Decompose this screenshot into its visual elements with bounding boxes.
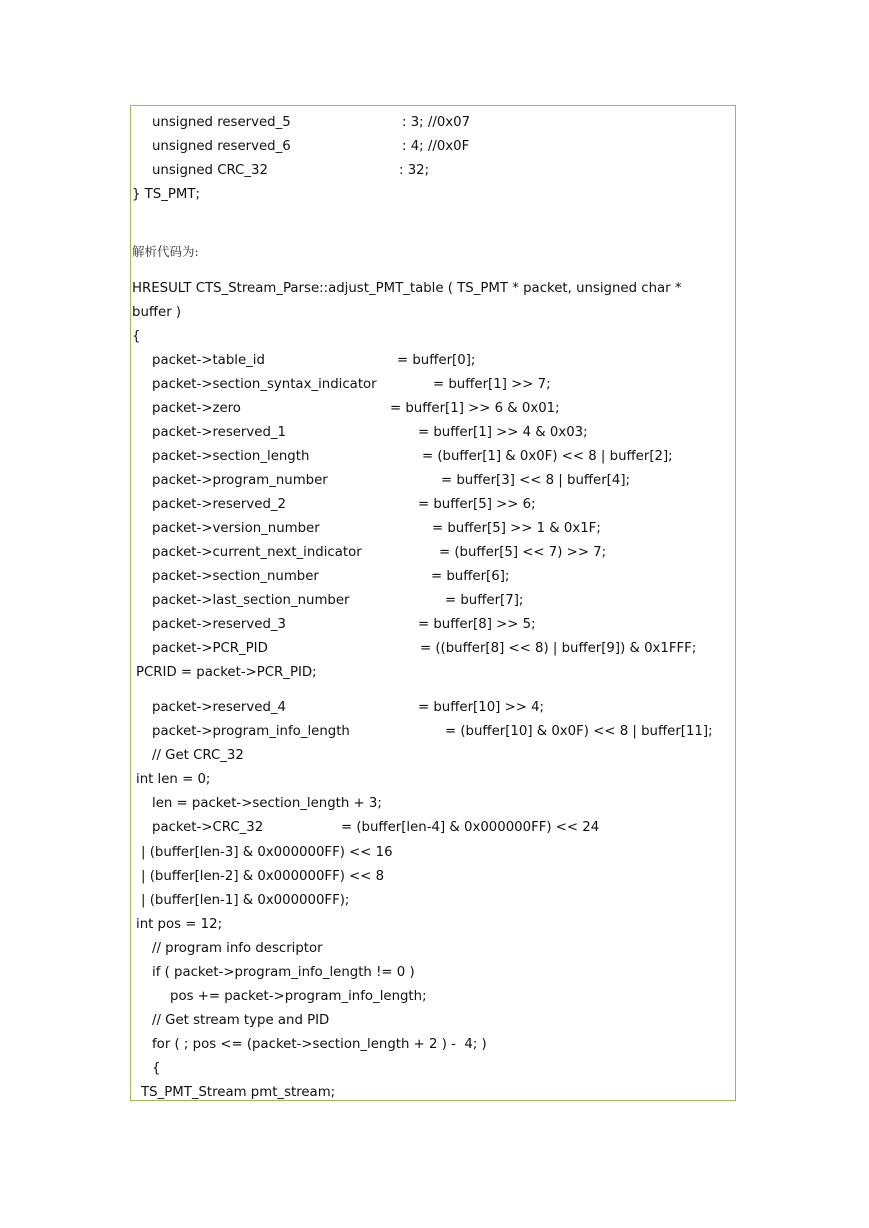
code-line [131,137,470,157]
pcrid-text: PCRID = packet->PCR_PID; [136,665,317,680]
crc-lhs: packet->CRC_32 [152,820,264,835]
field-name: unsigned reserved_6 [152,139,291,154]
section-label-text: 解析代码为: [132,244,199,259]
function-signature-line1: HRESULT CTS_Stream_Parse::adjust_PMT_table ( TS_PMT * packet, unsigned char * [132,281,682,296]
crc-cont-line [131,891,350,911]
code-line [131,1059,161,1079]
assignment-lhs: packet->program_number [152,473,328,488]
crc-cont: | (buffer[len-2] & 0x000000FF) << 8 [141,869,385,884]
function-signature-line2: buffer ) [132,305,182,320]
code-line [131,963,415,983]
assignment-lhs: packet->section_syntax_indicator [152,377,377,392]
assignment-rhs: = buffer[7]; [445,593,524,608]
assignment-rhs: = (buffer[1] & 0x0F) << 8 | buffer[2]; [422,449,673,464]
comment-stream: // Get stream type and PID [152,1013,330,1028]
code-line [131,1035,487,1055]
int-len: int len = 0; [136,772,211,787]
assignment-line [131,375,551,395]
assignment-line [131,591,524,611]
open-brace [131,327,148,347]
assignment-rhs: = buffer[1] >> 7; [433,377,551,392]
assignment-lhs: packet->zero [152,401,241,416]
section-label [131,242,199,262]
assignment-rhs: = ((buffer[8] << 8) | buffer[9]) & 0x1FFF; [420,641,697,656]
len-assign: len = packet->section_length + 3; [152,796,382,811]
assignment-lhs: packet->current_next_indicator [152,545,362,560]
pcrid-line [131,663,317,683]
assignment-line [131,639,697,659]
assignment-rhs: = buffer[1] >> 4 & 0x03; [418,425,588,440]
assignment-lhs: packet->last_section_number [152,593,350,608]
crc-rhs: = (buffer[len-4] & 0x000000FF) << 24 [341,820,600,835]
comment-line [131,939,323,959]
code-line [131,987,427,1007]
assignment-lhs: packet->reserved_3 [152,617,286,632]
assignment-lhs: packet->table_id [152,353,265,368]
assignment-line [131,399,560,419]
crc-cont: | (buffer[len-1] & 0x000000FF); [141,893,350,908]
code-line [131,770,211,790]
assignment-lhs: packet->reserved_4 [152,700,286,715]
comment-line [131,1011,330,1031]
for-brace: { [152,1061,161,1076]
assignment-line [131,615,536,635]
code-line [131,113,471,133]
assignment-line [131,519,601,539]
assignment-lhs: packet->reserved_2 [152,497,286,512]
assignment-line [131,351,476,371]
stream-decl: TS_PMT_Stream pmt_stream; [141,1085,336,1100]
field-value: : 3; //0x07 [402,115,471,130]
comment-line [131,746,244,766]
assignment-line [131,543,607,563]
code-line [131,794,382,814]
assignment-rhs: = buffer[0]; [397,353,476,368]
assignment-line [131,423,588,443]
assignment-rhs: = (buffer[10] & 0x0F) << 8 | buffer[11]; [445,724,713,739]
assignment-line [131,698,545,718]
crc-assign-line [131,818,600,838]
function-signature [131,279,682,299]
function-signature-cont [131,303,182,323]
assignment-line [131,722,713,742]
field-name: unsigned CRC_32 [152,163,268,178]
code-listing [130,105,736,1101]
field-name: unsigned reserved_5 [152,115,291,130]
assignment-lhs: packet->reserved_1 [152,425,286,440]
assignment-lhs: packet->program_info_length [152,724,350,739]
assignment-lhs: packet->section_length [152,449,310,464]
comment-crc: // Get CRC_32 [152,748,244,763]
assignment-line [131,495,536,515]
code-line [131,915,223,935]
assignment-line [131,471,631,491]
pos-add: pos += packet->program_info_length; [170,989,427,1004]
assignment-rhs: = (buffer[5] << 7) >> 7; [439,545,607,560]
assignment-rhs: = buffer[8] >> 5; [418,617,536,632]
code-line [131,1083,336,1103]
code-line [131,161,430,181]
crc-cont: | (buffer[len-3] & 0x000000FF) << 16 [141,845,393,860]
field-value: : 4; //0x0F [402,139,470,154]
assignment-rhs: = buffer[5] >> 1 & 0x1F; [432,521,601,536]
struct-end [131,185,200,205]
if-statement: if ( packet->program_info_length != 0 ) [152,965,415,980]
int-pos: int pos = 12; [136,917,223,932]
struct-end-text: } TS_PMT; [132,187,200,202]
crc-cont-line [131,867,385,887]
crc-cont-line [131,843,393,863]
comment-prog-info: // program info descriptor [152,941,323,956]
assignment-lhs: packet->version_number [152,521,320,536]
assignment-line [131,567,510,587]
assignment-lhs: packet->section_number [152,569,319,584]
open-brace-text: { [132,329,141,344]
assignment-rhs: = buffer[5] >> 6; [418,497,536,512]
assignment-rhs: = buffer[3] << 8 | buffer[4]; [441,473,631,488]
assignment-lhs: packet->PCR_PID [152,641,268,656]
assignment-rhs: = buffer[1] >> 6 & 0x01; [390,401,560,416]
assignment-rhs: = buffer[6]; [431,569,510,584]
assignment-line [131,447,673,467]
field-value: : 32; [399,163,430,178]
assignment-rhs: = buffer[10] >> 4; [418,700,545,715]
for-statement: for ( ; pos <= (packet->section_length + 2 ) - 4; ) [152,1037,487,1052]
